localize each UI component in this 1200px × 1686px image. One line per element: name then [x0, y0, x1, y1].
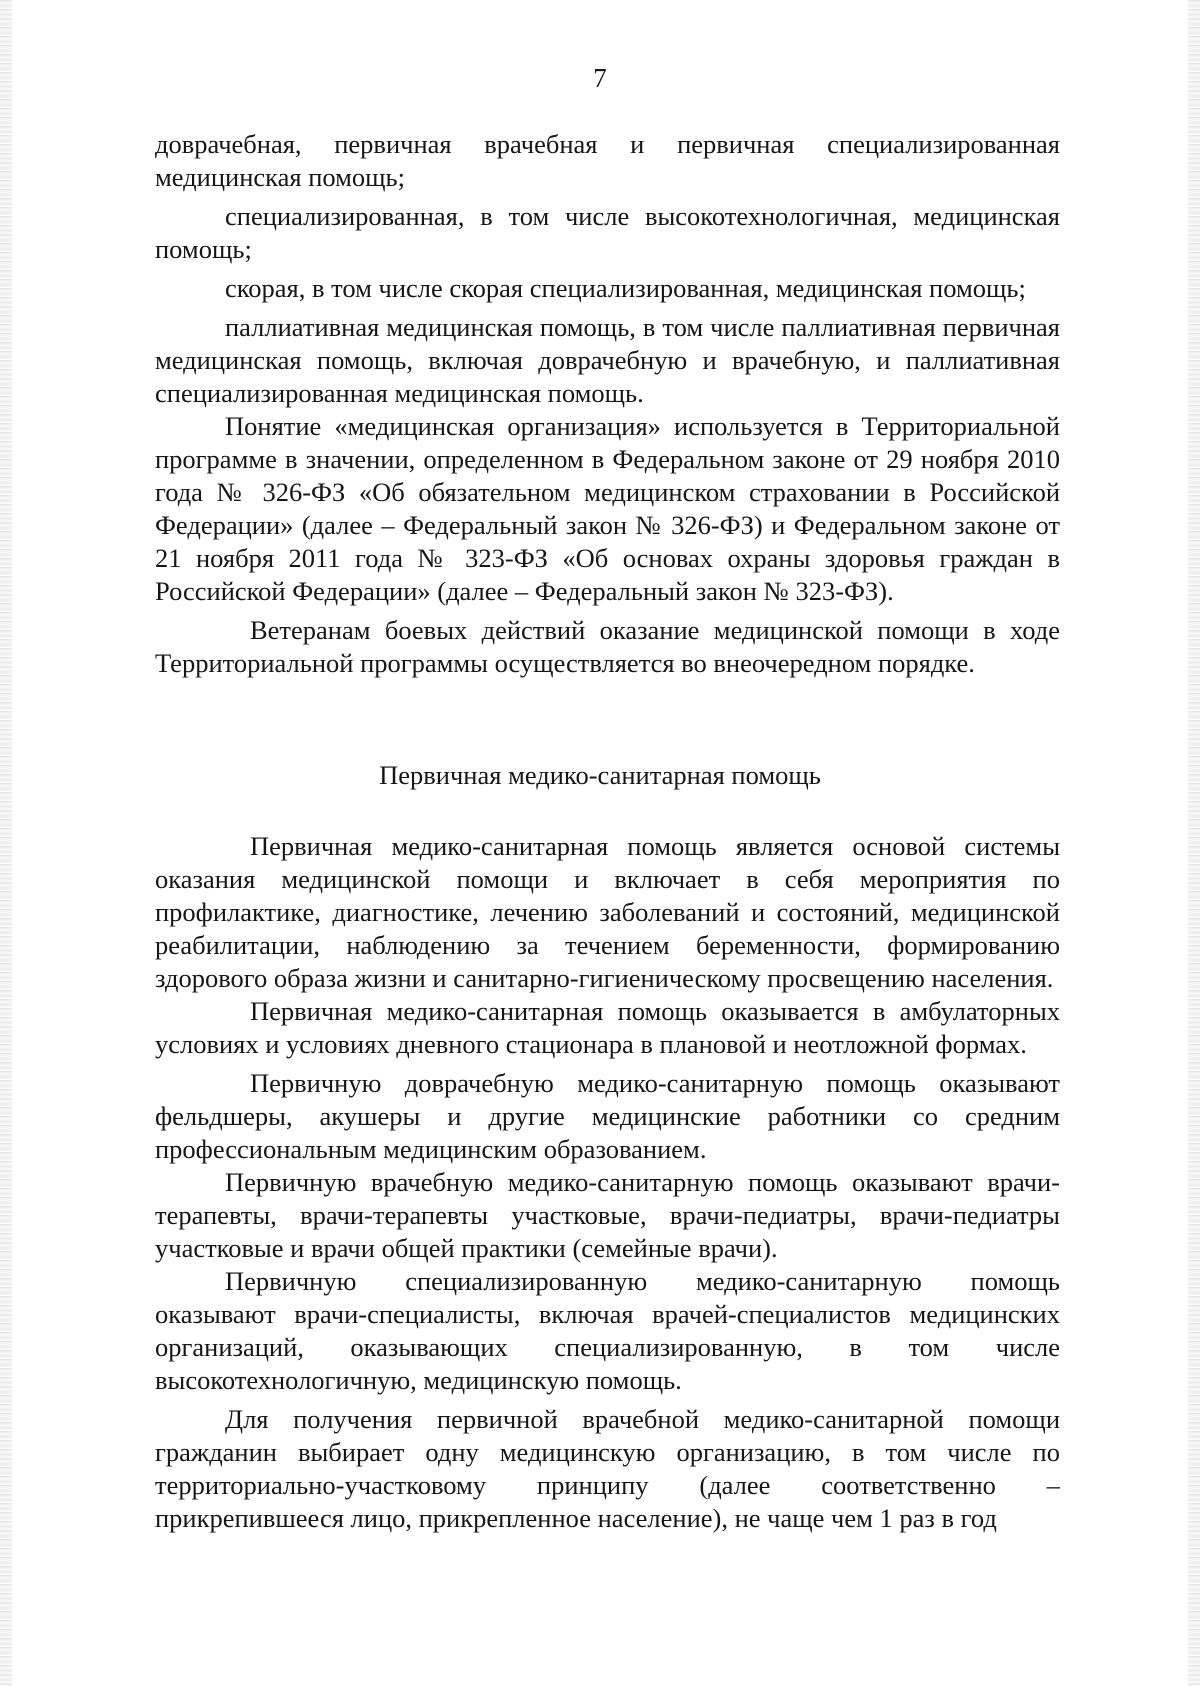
intro-text: [155, 128, 1060, 680]
section-paragraph-6: Для получения первичной врачебной медико-санитарной помощи гражданин выбирает одну медицинскую организацию, в том числе по территориально-участковому принципу (далее соответственно – прикрепившееся лицо, прикрепленное население), не чаще чем 1 раз в год: [155, 1404, 1060, 1533]
paragraph-item-3: скорая, в том числе скорая специализированная, медицинская помощь;: [225, 273, 1026, 303]
paragraph-item-2: специализированная, в том числе высокотехнологичная, медицинская помощь;: [155, 201, 1060, 264]
section-paragraph-1: Первичная медико-санитарная помощь является основой системы оказания медицинской помощи и включает в себя мероприятия по профилактике, диагностике, лечению заболеваний и состояний, медицинской реабилитации, наблюдению за течением беременности, формированию здорового образа жизни и санитарно-гигиеническому просвещению населения.: [155, 831, 1060, 993]
scan-edge-left: [0, 0, 12, 1686]
section-body: [155, 830, 1060, 1535]
section-heading: Первичная медико-санитарная помощь: [379, 760, 821, 790]
paragraph-veterans: Ветеранам боевых действий оказание медицинской помощи в ходе Территориальной программы осуществляется во внеочередном порядке.: [155, 615, 1060, 678]
paragraph-medical-organization: Понятие «медицинская организация» используется в Территориальной программе в значении, определенном в Федеральном законе от 29 ноября 2010 года № 326-ФЗ «Об обязательном медицинском страховании в Российской Федерации» (далее – Федеральный закон № 326-ФЗ) и Федеральном законе от 21 ноября 2011 года № 323-ФЗ «Об основах охраны здоровья граждан в Российской Федерации» (далее – Федеральный закон № 323-ФЗ).: [155, 411, 1060, 606]
section-paragraph-4: Первичную врачебную медико-санитарную помощь оказывают врачи-терапевты, врачи-терапевты участковые, врачи-педиатры, врачи-педиатры участковые и врачи общей практики (семейные врачи).: [155, 1167, 1060, 1263]
section-paragraph-3: Первичную доврачебную медико-санитарную помощь оказывают фельдшеры, акушеры и другие медицинские работники со средним профессиональным медицинским образованием.: [155, 1068, 1060, 1164]
paragraph-item-1: доврачебная, первичная врачебная и первичная специализированная медицинская помощь;: [155, 129, 1060, 192]
section-paragraph-5: Первичную специализированную медико-санитарную помощь оказывают врачи-специалисты, включая врачей-специалистов медицинских организаций, оказывающих специализированную, в том числе высокотехнологичную, медицинскую помощь.: [155, 1266, 1060, 1395]
page-number: 7: [593, 63, 607, 93]
section-paragraph-2: Первичная медико-санитарная помощь оказывается в амбулаторных условиях и условиях дневного стационара в плановой и неотложной формах.: [155, 996, 1060, 1059]
scan-edge-right: [1188, 0, 1200, 1686]
paragraph-item-4: паллиативная медицинская помощь, в том числе паллиативная первичная медицинская помощь, включая доврачебную и врачебную, и паллиативная специализированная медицинская помощь.: [155, 312, 1060, 408]
